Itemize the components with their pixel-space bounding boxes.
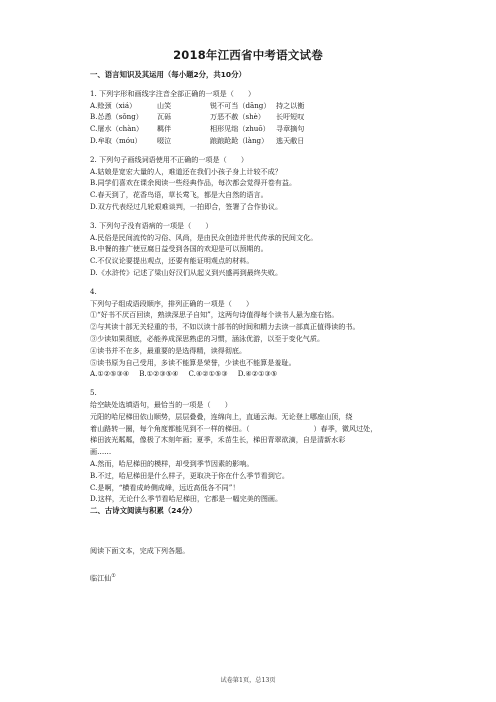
q3-option-c: C.不仅议论要提出观点，还要有能证明观点的材料。 (90, 256, 254, 266)
q5-stem: 给空缺处选填语句，最恰当的一项是（ ） (90, 399, 232, 409)
q3-option-a: A.民俗是民间流传的习俗、风尚，是由民众创造并世代传承的民间文化。 (90, 232, 318, 242)
q1-d-2: 啜泣 (157, 135, 172, 145)
q4-item-3: ③少读如果彻底，必能养成深思熟虑的习惯，涵泳优游，以至于变化气质。 (90, 333, 325, 343)
q2-option-d: D.双方代表经过几轮艰难谈判，一拍即合，签署了合作协议。 (90, 201, 283, 211)
q1-d-4: 逃天敝日 (276, 135, 305, 145)
q1-b-2: 瓦砾 (157, 112, 172, 122)
q5-passage-2: 着山路转一圈，每个角度都能见到不一样的梯田。（ ）春季，微风过处， (90, 423, 378, 433)
q2-option-c: C.春天到了，花香鸟语，草长莺飞，都是大自然的语言。 (90, 190, 268, 200)
q1-a-2: 山笑 (157, 100, 172, 110)
section2-heading: 二、古诗文阅读与积累（24分） (90, 506, 197, 516)
q5-option-b: B.不过，哈尼梯田是什么样子，更取决于你在什么季节看到它。 (90, 470, 289, 480)
q1-b-3: 万恶不赦（shè） (210, 112, 265, 122)
q4-item-2: ②与其读十部无关轻重的书，不如以读十部书的时间和精力去读一部真正值得读的书。 (90, 322, 360, 332)
q5-passage-3: 梯田波光粼粼，像极了木刻年画；夏季，禾苗生长，梯田青翠欲滴，自是清新水彩 (90, 435, 346, 445)
q4-option-b: B.①②③⑤④ (139, 369, 179, 379)
q1-option-c (90, 123, 430, 135)
q5-option-c: C.是啊，“横看成岭侧成峰，远近高低各不同”！ (90, 482, 240, 492)
q2-option-b: B.同学们喜欢在课余阅读一些经典作品，每次都会觉得开卷有益。 (90, 178, 297, 188)
q1-option-a (90, 100, 430, 112)
q2-option-a: A.姑娘是宽宏大量的人，难道还在我们小孩子身上计较不成？ (90, 166, 282, 176)
q1-option-d (90, 135, 430, 147)
section2-intro: 阅读下面文本，完成下列各题。 (90, 545, 190, 555)
q1-d-1: D.牟取（móu） (90, 135, 142, 145)
q4-option-c: C.④②①⑤③ (188, 369, 228, 379)
q1-a-4: 持之以衡 (276, 100, 305, 110)
q4-options (90, 368, 430, 380)
q1-a-1: A.赊颈（xiá） (90, 100, 137, 110)
q5-number: 5. (90, 388, 97, 398)
section1-heading: 一、语言知识及其运用（每小题2分，共10分） (90, 70, 246, 79)
footnote-mark: ① (111, 572, 116, 579)
q1-a-3: 锐不可当（dāng） (210, 100, 271, 110)
q4-option-a: A.①②⑤③④ (90, 369, 130, 379)
q5-passage-4: 画…… (90, 447, 112, 457)
q4-option-d: D.④②①③⑤ (237, 369, 278, 379)
q1-c-4: 寻章摘句 (276, 124, 305, 134)
q1-option-b (90, 111, 430, 123)
q4-item-1: ①“好书不厌百回读，熟读深思子自知”，这两句诗值得每个读书人悬为座右铭。 (90, 310, 339, 320)
page-title: 2018年江西省中考语文试卷 (173, 48, 323, 62)
q2-stem: 2. 下列句子画线词语使用不正确的一项是（ ） (90, 154, 248, 164)
q3-option-b: B.中餐的推广使豆腐日益受到各国的欢迎是可以预期的。 (90, 244, 268, 254)
q1-d-3: 踉踉跄跄（làng） (210, 135, 269, 145)
q1-b-1: B.怂恿（sǒng） (90, 112, 143, 122)
q5-passage-1: 元阳的哈尼梯田依山顺势，层层叠叠，连绵向上，直通云海。无论登上哪座山顶，绕 (90, 411, 353, 421)
q5-option-a: A.然而，哈尼梯田的模样，却受到季节因素的影响。 (90, 458, 254, 468)
q3-option-d: D.《水浒传》记述了梁山好汉们从起义到兴盛再到最终失败。 (90, 267, 283, 277)
q1-stem: 1. 下列字形和画线字注音全部正确的一项是（ ） (90, 88, 256, 98)
q3-stem: 3. 下列句子没有语病的一项是（ ） (90, 220, 213, 230)
exam-content (90, 69, 430, 582)
q1-c-3: 相形见绌（zhuō） (210, 124, 270, 134)
q4-item-4: ④读书并不在多，最重要的是选得精，读得彻底。 (90, 345, 247, 355)
q1-b-4: 长吁短叹 (276, 112, 305, 122)
page-footer: 试卷第1页，总13页 (220, 677, 276, 684)
poem-title-line (90, 571, 430, 583)
q5-option-d: D.这样，无论什么季节看哈尼梯田，它都是一幅完美的图画。 (90, 494, 283, 504)
q4-number: 4. (90, 286, 97, 296)
q1-c-2: 羁伴 (157, 124, 172, 134)
q4-item-5: ⑤读书原为自己受用，多读不能算是荣誉，少读也不能算是羞耻。 (90, 357, 296, 367)
q1-c-1: C.屠水（chàn） (90, 124, 144, 134)
poem-title: 临江仙 (90, 573, 112, 583)
q4-stem: 下列句子组成语段顺序，排列正确的一项是（ ） (90, 298, 254, 308)
